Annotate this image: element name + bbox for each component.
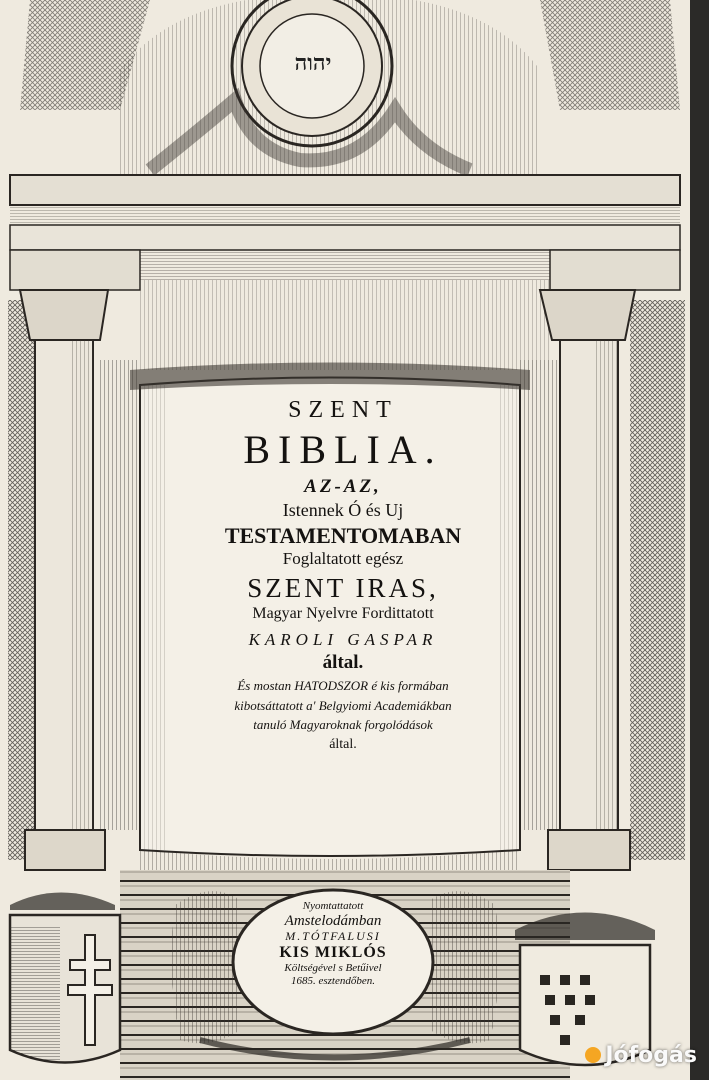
title-line-altal-final: által. bbox=[329, 736, 357, 752]
imprint-line-totfalusi: M.TÓTFALUSI bbox=[285, 928, 381, 943]
title-line-azaz: AZ-AZ, bbox=[304, 476, 382, 498]
site-watermark bbox=[585, 1043, 697, 1068]
title-line-translator: KAROLI GASPAR bbox=[248, 630, 438, 650]
watermark-text: Jófogás bbox=[605, 1043, 697, 1068]
watermark-dot-icon bbox=[585, 1047, 601, 1063]
title-text-block bbox=[158, 398, 528, 752]
title-line-szent-iras: SZENT IRAS, bbox=[247, 572, 439, 603]
imprint-line-year: 1685. esztendőben. bbox=[290, 974, 375, 987]
imprint-text-block bbox=[244, 900, 422, 987]
imprint-line-city: Amstelodámban bbox=[284, 912, 382, 929]
title-line-tanulo: tanuló Magyaroknak forgolódások bbox=[253, 717, 433, 733]
title-line-foglaltatott: Foglaltatott egész bbox=[282, 549, 404, 569]
left-coat-of-arms bbox=[10, 893, 120, 1063]
title-line-kibotsattatott: kibotsáttatott a' Belgyiomi Academiákban bbox=[234, 697, 452, 713]
imprint-line-koltsegevel: Költségével s Betűivel bbox=[284, 962, 382, 975]
title-line-hatodszor: És mostan HATODSZOR é kis formában bbox=[237, 677, 449, 693]
title-line-magyar: Magyar Nyelvre Fordittatott bbox=[252, 605, 434, 623]
medallion-tetragrammaton: יהוה bbox=[294, 50, 332, 75]
imprint-line-kis-miklos: KIS MIKLÓS bbox=[279, 943, 387, 961]
title-line-istennek: Istennek Ó és Uj bbox=[282, 500, 404, 521]
title-line-szent: SZENT bbox=[288, 397, 398, 423]
title-line-testamentomaban: TESTAMENTOMABAN bbox=[224, 523, 462, 549]
imprint-line-nyomtattatott: Nyomtattatott bbox=[302, 900, 364, 912]
title-line-biblia: BIBLIA. bbox=[243, 427, 443, 473]
title-line-altal: által. bbox=[322, 651, 364, 673]
